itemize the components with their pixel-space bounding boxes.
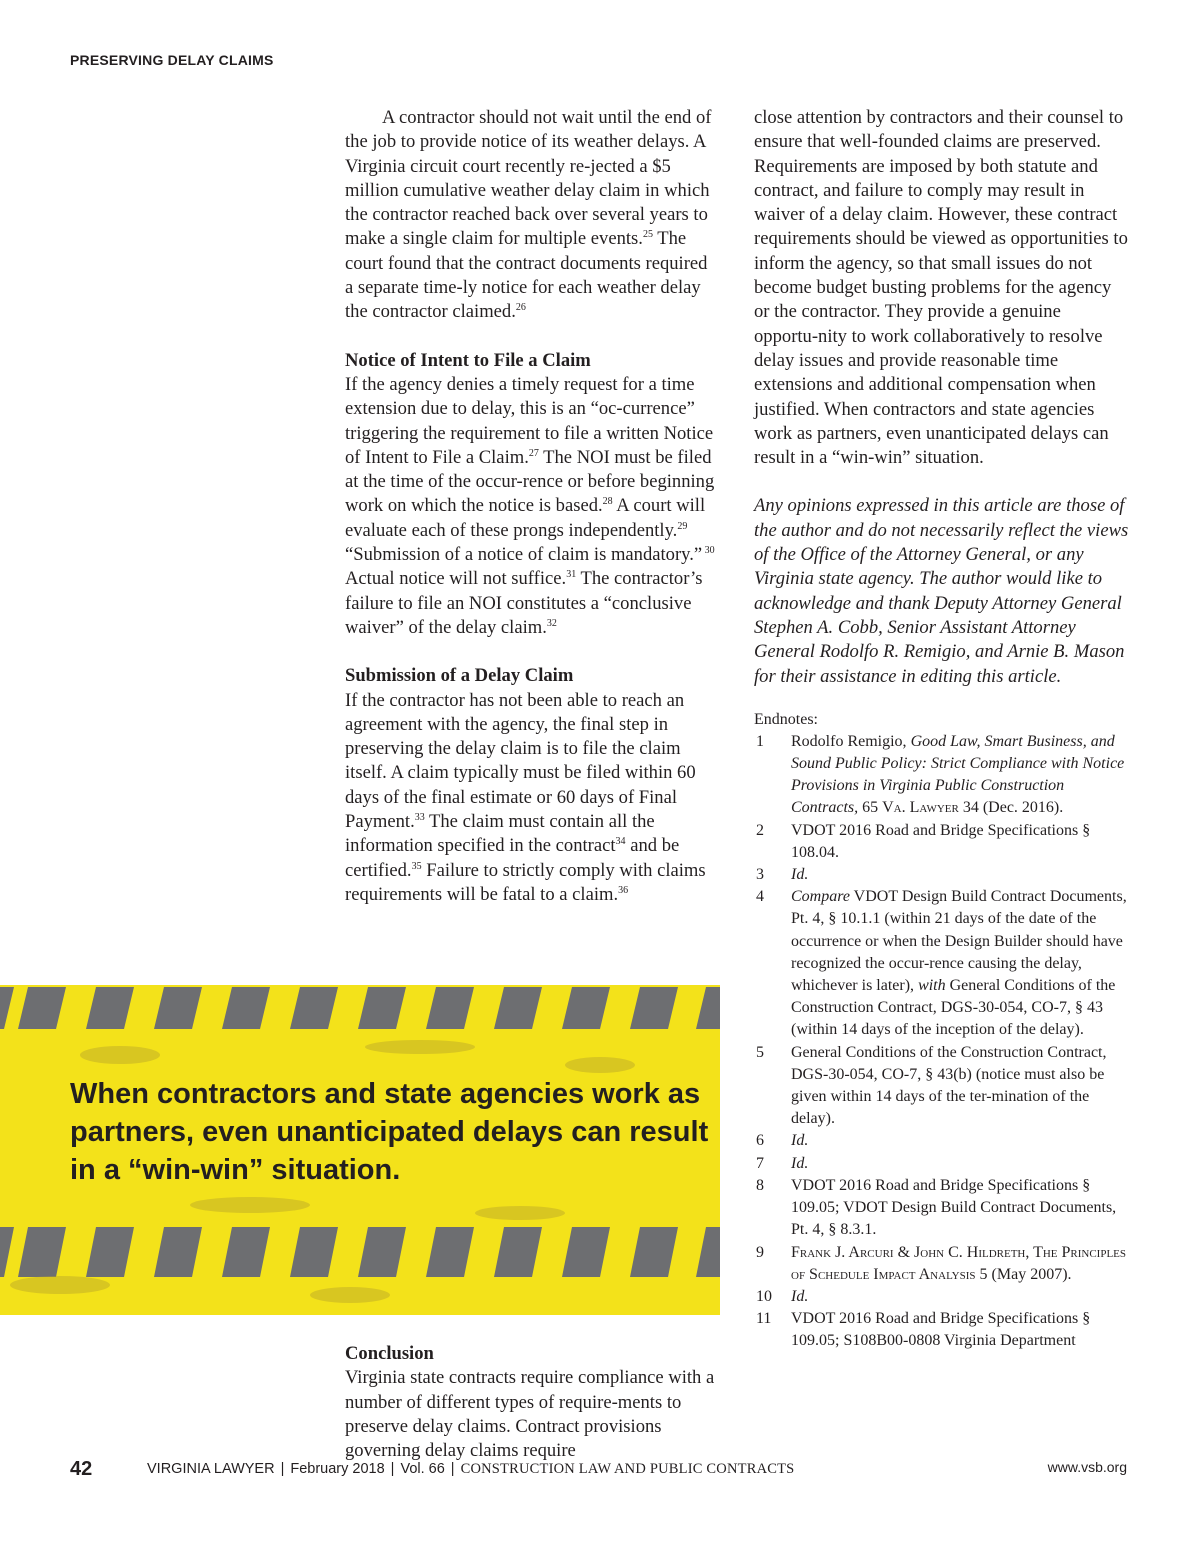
endnote-item: 9 Frank J. Arcuri & John C. Hildreth, The Principles of Schedule Impact Analysis 5 (May 2007). — [756, 1243, 1127, 1283]
page-number: 42 — [70, 1458, 93, 1480]
footer-date: February 2018 — [290, 1461, 385, 1477]
endnote-item: 1 Rodolfo Remigio, Good Law, Smart Business, and Sound Public Policy: Strict Compliance with Notice Provisions in Virginia Public Construction Contracts, 65 Va. Lawyer 34 (Dec. 2016). — [756, 732, 1125, 817]
footer-separator: | — [390, 1461, 395, 1477]
endnote-item: 4 Compare VDOT Design Build Contract Documents, Pt. 4, § 10.1.1 (within 21 days of the date of the occurrence or when the Design Builder should have recognized the occur-rence causing the delay, whichever is later), with General Conditions of the Construction Contract, DGS-30-054, CO-7, § 43 (within 14 days of the inception of the delay). — [756, 888, 1127, 1039]
article-column-middle — [345, 106, 720, 907]
footer-url[interactable]: www.vsb.org — [1047, 1459, 1127, 1475]
footer-publication: VIRGINIA LAWYER — [147, 1461, 275, 1477]
article-column-right — [754, 106, 1129, 1353]
top-stripes — [0, 987, 720, 1029]
paragraph-submission-of-claim: If the contractor has not been able to reach an agreement with the agency, the final step in preserving the delay claim is to file the claim itself. A claim typically must be filed within 60 days of the final estimate or 60 days of Final Payment.$^{33}$ The claim must contain all the information specified in the contract$^{34}$ and be certified.$^{35}$ Failure to strictly comply with claims requirements will be fatal to a claim.$^{36}$ — [345, 689, 706, 905]
pull-quote-text: When contractors and state agencies work as partners, even unanticipated delays can result in a “win-win” situation. — [70, 1078, 709, 1186]
heading-submission-of-claim: Submission of a Delay Claim — [345, 665, 574, 687]
endnote-item: 8 VDOT 2016 Road and Bridge Specifications § 109.05; VDOT Design Build Contract Documents, Pt. 4, § 8.3.1. — [756, 1176, 1117, 1239]
endnote-item: 6 Id. — [756, 1132, 809, 1150]
paragraph-conclusion-continued: close attention by contractors and their counsel to ensure that well-founded claims are preserved. Requirements are imposed by both statute and contract, and failure to comply may result in waiver of a delay claim. However, these contract requirements should be viewed as opportunities to inform the agency, so that small issues do not become budget busting problems for the agency or the contractor. They provide a genuine opportu-nity to work collaboratively to resolve delay issues and provide reasonable time extensions and additional compensation when justified. When contractors and state agencies work as partners, even unanticipated delays can result in a “win-win” situation. — [754, 107, 1128, 469]
paragraph-notice-of-intent: If the agency denies a timely request for a time extension due to delay, this is an “oc-currence” triggering the requirement to file a written Notice of Intent to File a Claim.$^{27}$ The NOI must be filed at the time of the occur-rence or before beginning work on which the notice is based.$^{28}$ A court will evaluate each of these prongs independently.$^{29}$ “Submission of a notice of claim is mandatory.” $^{30}$ Actual notice will not suffice.$^{31}$ The contractor’s failure to file an NOI constitutes a “conclusive waiver” of the delay claim.$^{32}$ — [345, 373, 715, 638]
author-disclaimer: Any opinions expressed in this article are those of the author and do not necessarily reflect the views of the Office of the Attorney General, or any Virginia state agency. The author would like to acknowledge and thank Deputy Attorney General Stephen A. Cobb, Senior Assistant Attorney General Rodolfo R. Remigio, and Arnie B. Mason for their assistance in editing this article. — [754, 495, 1129, 687]
endnote-item: 5 General Conditions of the Construction Contract, DGS-30-054, CO-7, § 43(b) (notice must also be given within 14 days of the ter-mination of the delay). — [756, 1043, 1107, 1128]
footer-publication-line — [147, 1461, 794, 1478]
endnote-item: 11 VDOT 2016 Road and Bridge Specifications § 109.05; S108B00-0808 Virginia Department — [756, 1310, 1091, 1350]
footer-separator: | — [450, 1461, 455, 1477]
endnotes-list — [754, 731, 1129, 1353]
endnote-item: 10 Id. — [756, 1287, 809, 1305]
endnotes-title: Endnotes: — [754, 710, 818, 728]
running-head: PRESERVING DELAY CLAIMS — [70, 52, 274, 68]
footer-separator: | — [280, 1461, 285, 1477]
endnote-item: 2 VDOT 2016 Road and Bridge Specifications § 108.04. — [756, 821, 1091, 861]
endnote-item: 3 Id. — [756, 866, 809, 884]
paragraph-conclusion: Virginia state contracts require compliance with a number of different types of require-ments to preserve delay claims. Contract provisions governing delay claims require — [345, 1367, 715, 1462]
endnote-item: 7 Id. — [756, 1154, 809, 1172]
heading-notice-of-intent: Notice of Intent to File a Claim — [345, 349, 591, 371]
footer-section: CONSTRUCTION LAW AND PUBLIC CONTRACTS — [460, 1461, 795, 1477]
heading-conclusion: Conclusion — [345, 1343, 434, 1364]
paragraph-weather-notice: A contractor should not wait until the end of the job to provide notice of its weather delays. A Virginia circuit court recently re-jected a $5 million cumulative weather delay claim in which the contractor reached back over several years to make a single claim for multiple events.$^{25}$ The court found that the contract documents required a separate time-ly notice for each weather delay the contractor claimed.$^{26}$ — [345, 107, 712, 323]
conclusion-section — [345, 1342, 720, 1463]
bottom-stripes — [0, 1227, 720, 1277]
footer-volume: Vol. 66 — [400, 1461, 445, 1477]
